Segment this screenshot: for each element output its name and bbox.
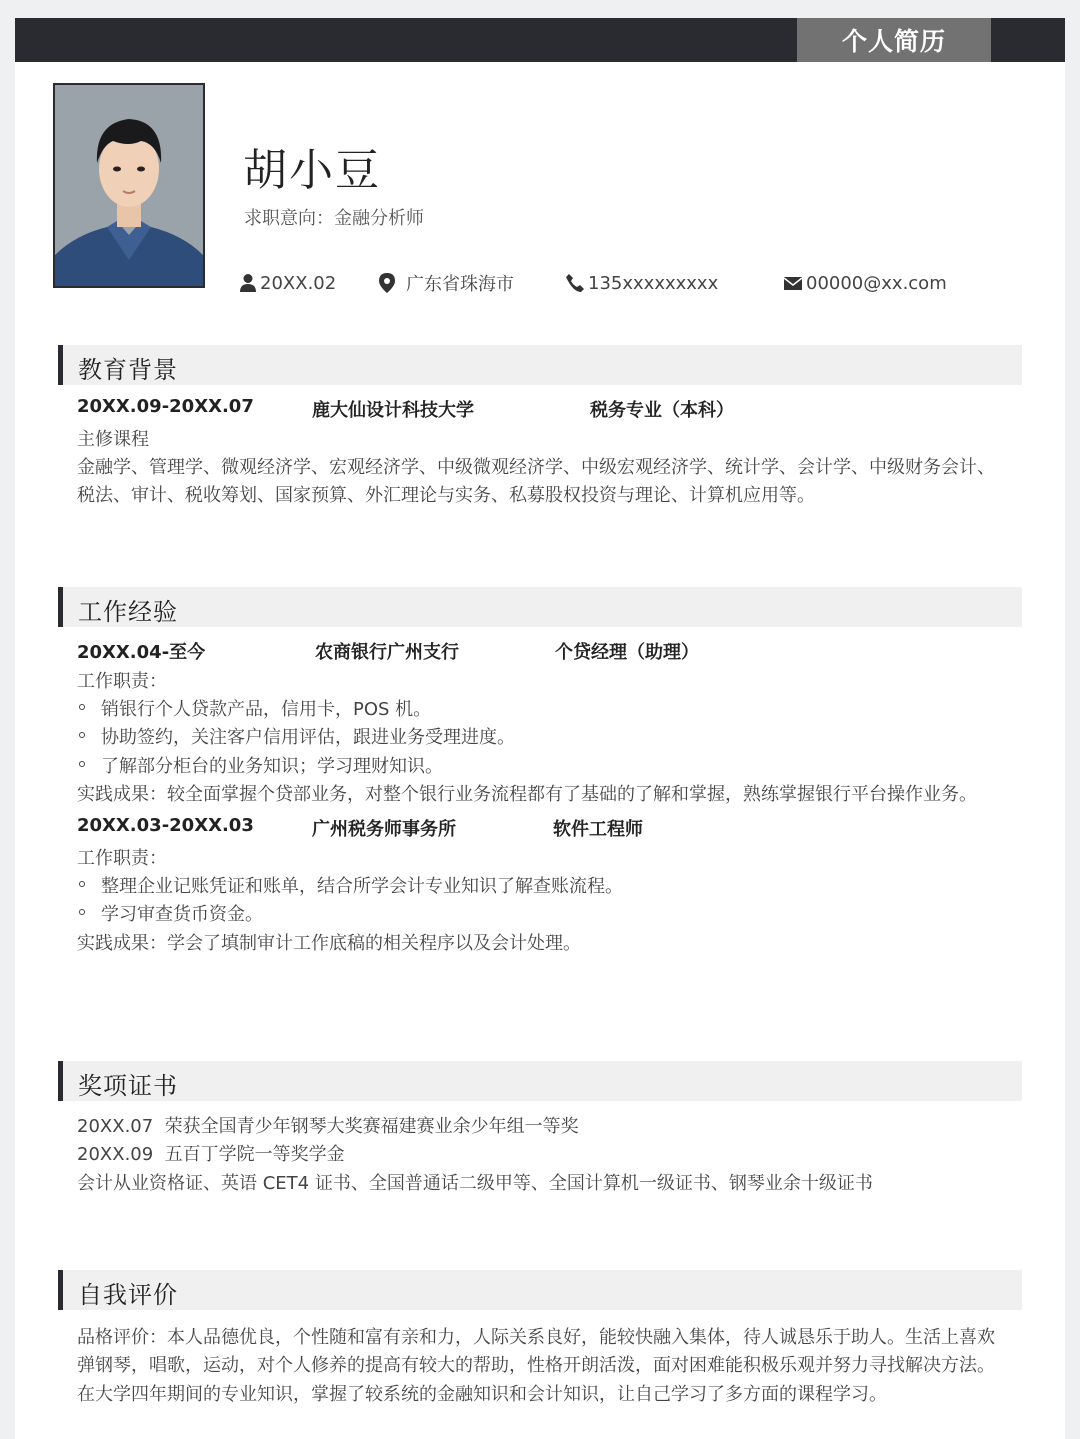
phone-icon	[565, 273, 585, 293]
bullet-icon	[79, 909, 85, 915]
work-title: 工作经验	[78, 598, 178, 626]
bullet-icon	[79, 881, 85, 887]
job2-result: 实践成果：学会了填制审计工作底稿的相关程序以及会计处理。	[77, 933, 581, 954]
self-eval-title: 自我评价	[78, 1281, 178, 1309]
job1-duty-3: 了解部分柜台的业务知识；学习理财知识。	[101, 756, 443, 777]
job2-company: 广州税务师事务所	[312, 819, 456, 840]
location-info	[377, 270, 514, 296]
profile-photo	[53, 83, 205, 288]
bullet-icon	[79, 761, 85, 767]
phone-info	[565, 270, 718, 296]
work-heading	[58, 587, 1022, 627]
awards-title: 奖项证书	[78, 1072, 178, 1100]
edu-school: 鹿大仙设计科技大学	[312, 400, 474, 421]
bullet-icon	[79, 704, 85, 710]
edu-major: 税务专业（本科）	[590, 400, 734, 421]
phone-text: 135xxxxxxxxx	[588, 272, 719, 294]
award-item-2: 20XX.09 五百丁学院一等奖学金	[77, 1144, 345, 1165]
award-item-1: 20XX.07 荣获全国青少年钢琴大奖赛福建赛业余少年组一等奖	[77, 1116, 579, 1137]
courses-label: 主修课程	[77, 429, 149, 450]
awards-heading	[58, 1061, 1022, 1101]
job2-duty-2: 学习审查货币资金。	[101, 904, 263, 925]
job2-position: 软件工程师	[553, 819, 643, 840]
birth-info	[239, 270, 336, 296]
email-text: 00000@xx.com	[806, 272, 947, 294]
job1-company: 农商银行广州支行	[315, 642, 459, 663]
resume-page	[15, 18, 1065, 1439]
job1-result: 实践成果：较全面掌握个贷部业务，对整个银行业务流程都有了基础的了解和掌握，熟练掌握银行平台操作业务。	[77, 784, 977, 805]
job1-duty-2: 协助签约，关注客户信用评估，跟进业务受理进度。	[101, 727, 515, 748]
mail-icon	[783, 275, 803, 291]
edu-period: 20XX.09-20XX.07	[77, 396, 254, 417]
job-intent: 求职意向：金融分析师	[244, 208, 424, 229]
job2-duty-1: 整理企业记账凭证和账单，结合所学会计专业知识了解查账流程。	[101, 876, 623, 897]
self-eval-heading	[58, 1270, 1022, 1310]
person-icon	[239, 273, 257, 293]
courses-line-2: 税法、审计、税收筹划、国家预算、外汇理论与实务、私募股权投资与理论、计算机应用等。	[77, 485, 815, 506]
job2-period: 20XX.03-20XX.03	[77, 815, 254, 836]
award-item-3: 会计从业资格证、英语 CET4 证书、全国普通话二级甲等、全国计算机一级证书、钢琴业余十级证书	[77, 1173, 873, 1194]
job1-duty-1: 销银行个人贷款产品，信用卡，POS 机。	[101, 699, 432, 720]
education-heading	[58, 345, 1022, 385]
map-pin-icon	[377, 272, 397, 294]
person-name: 胡小豆	[243, 145, 381, 196]
job1-position: 个贷经理（助理）	[555, 642, 699, 663]
bullet-icon	[79, 732, 85, 738]
self-eval-line-1: 品格评价：本人品德优良，个性随和富有亲和力，人际关系良好，能较快融入集体，待人诚恳乐于助人。生活上喜欢	[77, 1327, 995, 1348]
job1-period: 20XX.04-至今	[77, 642, 206, 663]
courses-line-1: 金融学、管理学、微观经济学、宏观经济学、中级微观经济学、中级宏观经济学、统计学、会计学、中级财务会计、	[77, 457, 995, 478]
job2-duties-label: 工作职责：	[77, 848, 167, 869]
job1-duties-label: 工作职责：	[77, 671, 167, 692]
self-eval-line-3: 在大学四年期间的专业知识，掌握了较系统的金融知识和会计知识，让自己学习了多方面的课程学习。	[77, 1384, 887, 1405]
education-title: 教育背景	[78, 356, 178, 384]
top-bar	[15, 18, 1065, 62]
email-info	[783, 270, 947, 296]
birth-text: 20XX.02	[260, 272, 337, 294]
self-eval-line-2: 弹钢琴，唱歌，运动，对个人修养的提高有较大的帮助，性格开朗活泼，面对困难能积极乐观并努力寻找解决方法。	[77, 1355, 995, 1376]
resume-title: 个人简历	[797, 18, 991, 62]
location-text: 广东省珠海市	[406, 274, 514, 295]
